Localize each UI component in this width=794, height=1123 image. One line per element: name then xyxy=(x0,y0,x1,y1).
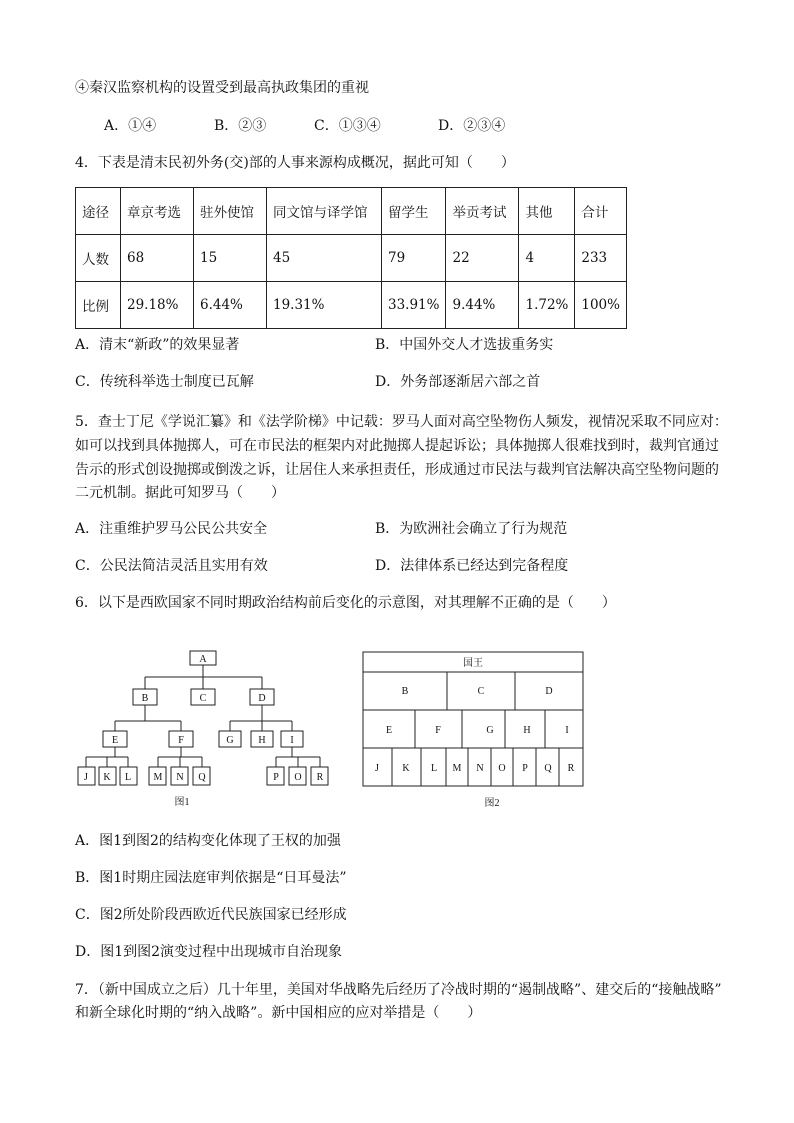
table-header: 其他 xyxy=(519,188,575,235)
table-header: 途径 xyxy=(76,188,121,235)
q5-stem-line-2: 如可以找到具体抛掷人，可在市民法的框架内对此抛掷人提起诉讼；具体抛掷人很难找到时，裁判官通过 xyxy=(75,438,719,454)
q3-option-a[interactable]: A．①④ xyxy=(104,118,157,134)
table-cell: 45 xyxy=(267,235,382,282)
q3-option-d[interactable]: D．②③④ xyxy=(438,118,506,134)
block-label: K xyxy=(402,763,410,774)
block-label: N xyxy=(476,763,484,774)
q4-option-b[interactable]: B．中国外交人才选拔重务实 xyxy=(375,337,554,353)
node-label: K xyxy=(103,772,111,783)
table-header: 驻外使馆 xyxy=(194,188,267,235)
figure-2-caption: 图2 xyxy=(484,798,500,809)
node-label: D xyxy=(258,693,266,704)
node-label: I xyxy=(290,735,294,746)
figure-1-tree-diagram xyxy=(70,645,340,815)
table-cell: 15 xyxy=(194,235,267,282)
q4-option-d[interactable]: D．外务部逐渐居六部之首 xyxy=(375,374,541,390)
q5-option-c[interactable]: C．公民法简洁灵活且实用有效 xyxy=(75,558,268,574)
block-label: G xyxy=(486,725,494,736)
table-header: 同文馆与译学馆 xyxy=(267,188,382,235)
table-cell: 1.72% xyxy=(519,282,575,329)
node-label: A xyxy=(199,654,207,665)
node-label: G xyxy=(226,735,234,746)
node-label: P xyxy=(273,772,279,783)
q6-option-b[interactable]: B．图1时期庄园法庭审判依据是“日耳曼法” xyxy=(75,870,347,886)
block-label: J xyxy=(375,763,379,774)
table-cell: 100% xyxy=(575,282,627,329)
personnel-table xyxy=(75,187,627,329)
block-label: I xyxy=(565,725,569,736)
q3-option-c[interactable]: C．①③④ xyxy=(314,118,381,134)
node-label: B xyxy=(141,693,149,704)
block-label: L xyxy=(430,763,438,774)
table-cell: 比例 xyxy=(76,282,121,329)
q5-stem-line-3: 告示的形式创设抛掷或倒泼之诉，让居住人来承担责任，形成通过市民法与裁判官法解决高空坠物问题的 xyxy=(75,462,719,478)
q7-stem-line-2: 和新全球化时期的“纳入战略”。新中国相应的应对举措是（ ） xyxy=(75,1005,482,1021)
q5-option-d[interactable]: D．法律体系已经达到完备程度 xyxy=(375,558,569,574)
q6-option-a[interactable]: A．图1到图2的结构变化体现了王权的加强 xyxy=(75,833,341,849)
q4-option-a[interactable]: A．清末“新政”的效果显著 xyxy=(75,337,240,353)
block-label: E xyxy=(385,725,393,736)
q6-option-c[interactable]: C．图2所处阶段西欧近代民族国家已经形成 xyxy=(75,907,347,923)
q5-option-a[interactable]: A．注重维护罗马公民公共安全 xyxy=(75,521,268,537)
table-cell: 79 xyxy=(382,235,446,282)
figure-2-block-diagram xyxy=(360,650,590,815)
block-label: O xyxy=(498,763,506,774)
table-cell: 9.44% xyxy=(446,282,519,329)
block-label: Q xyxy=(544,763,552,774)
table-row xyxy=(76,235,627,282)
q3-option-b[interactable]: B．②③ xyxy=(214,118,267,134)
q7-stem-line-1: 7．（新中国成立之后）几十年里，美国对华战略先后经历了冷战时期的“遏制战略”、建交后的“接触战略” xyxy=(75,982,722,998)
table-cell: 22 xyxy=(446,235,519,282)
table-header: 举贡考试 xyxy=(446,188,519,235)
node-label: J xyxy=(84,772,88,783)
q6-stem: 6．以下是西欧国家不同时期政治结构前后变化的示意图，对其理解不正确的是（ ） xyxy=(75,595,616,611)
node-label: R xyxy=(316,772,324,783)
table-cell: 6.44% xyxy=(194,282,267,329)
table-cell: 29.18% xyxy=(121,282,194,329)
block-label: R xyxy=(567,763,575,774)
table-cell: 233 xyxy=(575,235,627,282)
node-label: F xyxy=(178,735,184,746)
block-label: C xyxy=(477,686,485,697)
block-label-king: 国王 xyxy=(463,658,483,669)
table-cell: 4 xyxy=(519,235,575,282)
block-label: H xyxy=(523,725,531,736)
table-header: 留学生 xyxy=(382,188,446,235)
table-row xyxy=(76,282,627,329)
node-label: L xyxy=(124,772,132,783)
block-label: P xyxy=(522,763,528,774)
q4-option-c[interactable]: C．传统科举选士制度已瓦解 xyxy=(75,374,254,390)
node-label: N xyxy=(176,772,184,783)
block-label: M xyxy=(452,763,462,774)
table-cell: 人数 xyxy=(76,235,121,282)
node-label: M xyxy=(153,772,163,783)
figure-1-caption: 图1 xyxy=(174,797,190,808)
table-header: 合计 xyxy=(575,188,627,235)
block-label: D xyxy=(545,686,553,697)
node-label: H xyxy=(258,735,266,746)
block-label: B xyxy=(401,686,409,697)
statement-4: ④秦汉监察机构的设置受到最高执政集团的重视 xyxy=(75,80,369,96)
node-label: E xyxy=(111,735,119,746)
block-label: F xyxy=(435,725,441,736)
table-header: 章京考选 xyxy=(121,188,194,235)
node-label: Q xyxy=(198,772,206,783)
node-label: O xyxy=(294,772,302,783)
node-label: C xyxy=(199,693,207,704)
table-cell: 33.91% xyxy=(382,282,446,329)
q5-stem-line-1: 5．查士丁尼《学说汇纂》和《法学阶梯》中记载：罗马人面对高空坠物伤人频发，视情况采取不同应对： xyxy=(75,414,728,430)
q5-stem-line-4: 二元机制。据此可知罗马（ ） xyxy=(75,485,285,501)
q6-option-d[interactable]: D．图1到图2演变过程中出现城市自治现象 xyxy=(75,944,343,960)
table-cell: 68 xyxy=(121,235,194,282)
q4-stem: 4．下表是清末民初外务(交)部的人事来源构成概况，据此可知（ ） xyxy=(75,155,515,171)
table-cell: 19.31% xyxy=(267,282,382,329)
table-header-row xyxy=(76,188,627,235)
q5-option-b[interactable]: B．为欧洲社会确立了行为规范 xyxy=(375,521,568,537)
